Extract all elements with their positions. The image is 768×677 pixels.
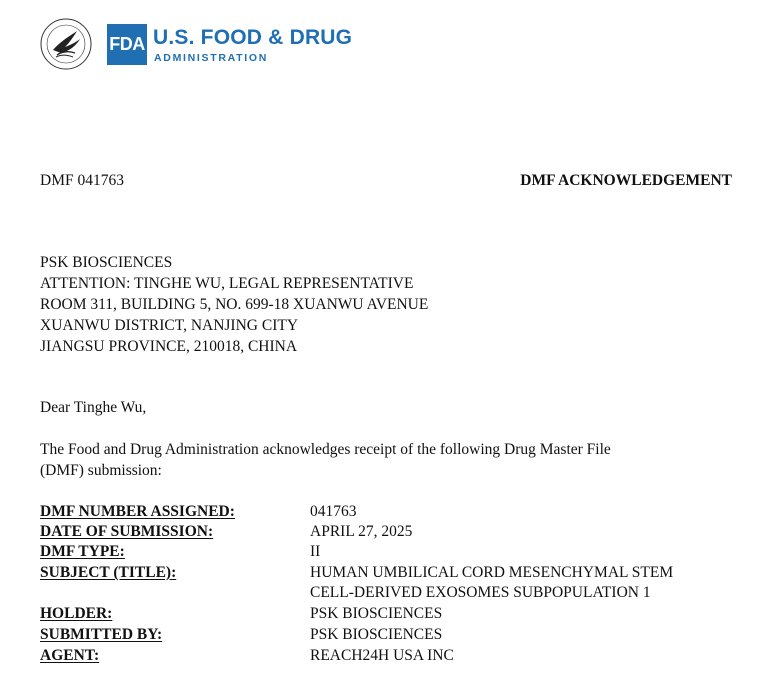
detail-value: HUMAN UMBILICAL CORD MESENCHYMAL STEM — [310, 564, 674, 581]
detail-value-continued: CELL-DERIVED EXOSOMES SUBPOPULATION 1 — [310, 584, 651, 601]
detail-value: 041763 — [310, 503, 357, 520]
detail-label: HOLDER: — [40, 605, 113, 622]
address-line: PSK BIOSCIENCES — [40, 254, 173, 271]
dmf-reference: DMF 041763 — [40, 172, 124, 189]
body-text: The Food and Drug Administration acknowledges receipt of the following Drug Master File — [40, 441, 611, 458]
detail-label: DATE OF SUBMISSION: — [40, 523, 214, 540]
detail-label: DMF NUMBER ASSIGNED: — [40, 503, 235, 520]
detail-label: AGENT: — [40, 647, 100, 664]
detail-value: PSK BIOSCIENCES — [310, 605, 443, 622]
hhs-seal-icon — [39, 17, 93, 71]
address-line: JIANGSU PROVINCE, 210018, CHINA — [40, 338, 298, 355]
address-line: XUANWU DISTRICT, NANJING CITY — [40, 317, 299, 334]
document-title: DMF ACKNOWLEDGEMENT — [520, 172, 732, 189]
detail-value: APRIL 27, 2025 — [310, 523, 413, 540]
address-line: ROOM 311, BUILDING 5, NO. 699-18 XUANWU AVENUE — [40, 296, 429, 313]
body-text: (DMF) submission: — [40, 462, 162, 479]
fda-logo-box: FDA — [107, 24, 147, 65]
address-line: ATTENTION: TINGHE WU, LEGAL REPRESENTATIVE — [40, 275, 414, 292]
detail-value: PSK BIOSCIENCES — [310, 626, 443, 643]
agency-name: U.S. FOOD & DRUG — [153, 26, 353, 49]
detail-value: REACH24H USA INC — [310, 647, 454, 664]
detail-label: SUBMITTED BY: — [40, 626, 163, 643]
agency-subtitle: ADMINISTRATION — [154, 52, 269, 64]
salutation: Dear Tinghe Wu, — [40, 399, 147, 416]
detail-value: II — [310, 543, 321, 560]
detail-label: SUBJECT (TITLE): — [40, 564, 177, 581]
detail-label: DMF TYPE: — [40, 543, 125, 560]
